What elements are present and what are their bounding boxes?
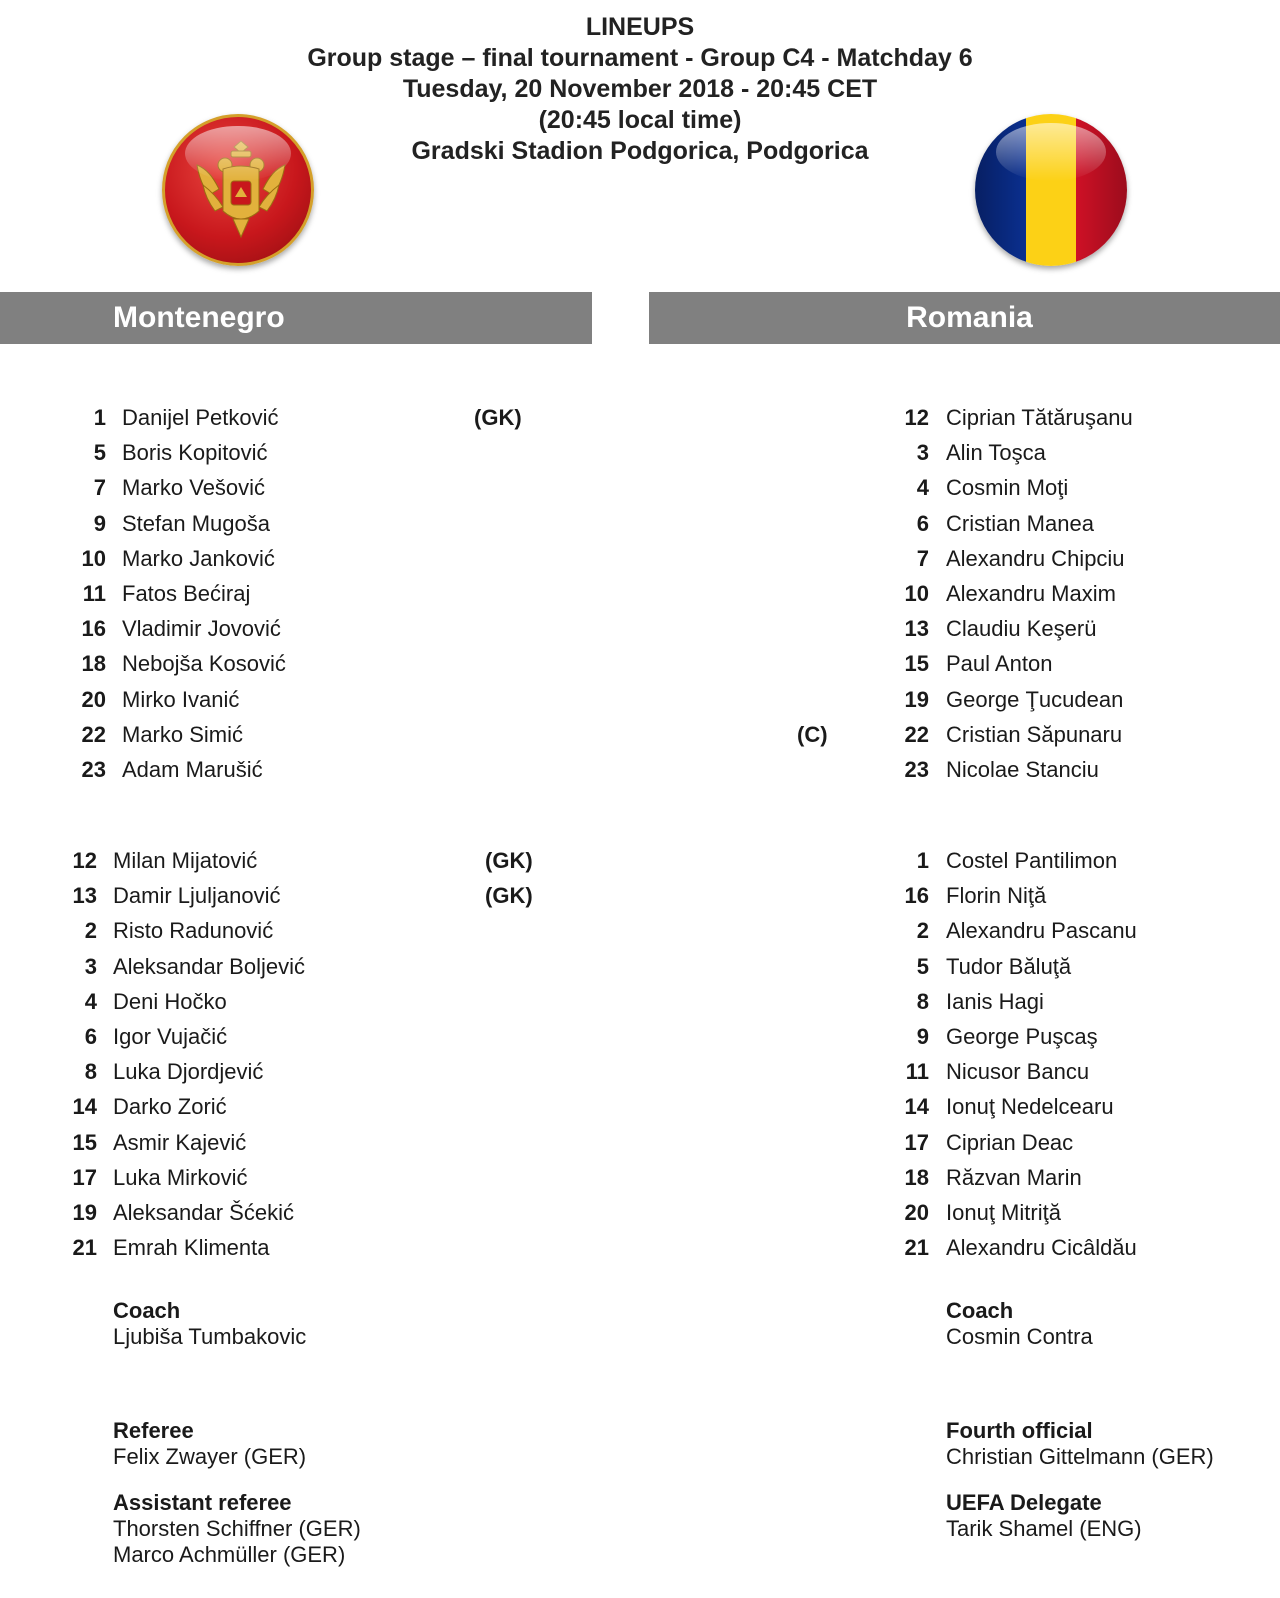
uefa-delegate-name: Tarik Shamel (ENG) (946, 1516, 1142, 1541)
home-team-bar: Montenegro (0, 292, 592, 344)
player-number: 2 (916, 918, 929, 944)
player-row (780, 400, 1280, 435)
referee-block (113, 1418, 306, 1470)
player-row (0, 1125, 620, 1160)
player-number: 8 (84, 1059, 97, 1085)
player-name: Alin Toşca (946, 440, 1046, 466)
player-row (0, 1054, 620, 1089)
player-name: Emrah Klimenta (113, 1235, 270, 1261)
player-number: 3 (84, 953, 97, 979)
player-row (0, 878, 620, 913)
player-row (780, 435, 1280, 470)
player-number: 14 (72, 1094, 97, 1120)
referee-label: Referee (113, 1418, 194, 1443)
player-row (0, 1089, 620, 1124)
player-name: Ianis Hagi (946, 988, 1044, 1014)
away-team-bar: Romania (649, 292, 1280, 344)
player-name: Vladimir Jovović (122, 616, 281, 642)
player-number: 17 (904, 1129, 929, 1155)
player-number: 15 (904, 651, 929, 677)
player-name: George Ţucudean (946, 686, 1124, 712)
player-name: Alexandru Pascanu (946, 918, 1137, 944)
player-row (780, 541, 1280, 576)
player-number: 4 (84, 988, 97, 1014)
away-starters-list (780, 400, 1280, 787)
player-number: 7 (916, 545, 929, 571)
player-row (780, 1230, 1280, 1265)
montenegro-flag-icon (162, 114, 314, 266)
home-starters-list (0, 400, 620, 787)
assistant-referee-name: Thorsten Schiffner (GER) (113, 1516, 361, 1541)
player-number: 14 (904, 1094, 929, 1120)
player-row (780, 717, 1280, 752)
player-row (0, 400, 620, 435)
player-name: Costel Pantilimon (946, 848, 1118, 873)
lineups-title: LINEUPS (585, 13, 695, 41)
player-row (780, 878, 1280, 913)
player-row (780, 1054, 1280, 1089)
player-row (0, 682, 620, 717)
player-name: Nicolae Stanciu (946, 756, 1099, 782)
player-name: Mirko Ivanić (122, 686, 240, 712)
player-row (780, 611, 1280, 646)
player-row (780, 470, 1280, 505)
player-number: 12 (904, 405, 929, 430)
player-name: Asmir Kajević (113, 1129, 247, 1155)
player-number: 7 (93, 475, 106, 501)
player-name: Deni Hočko (113, 988, 227, 1014)
player-number: 11 (905, 1059, 929, 1085)
home-coach-block (113, 1298, 306, 1350)
player-name: Răzvan Marin (946, 1164, 1082, 1190)
player-name: Nebojša Kosović (122, 651, 286, 677)
player-number: 23 (904, 756, 929, 782)
away-substitutes-list (780, 843, 1280, 1265)
player-name: Aleksandar Šćekić (113, 1199, 294, 1225)
player-name: Florin Niţă (946, 883, 1047, 909)
player-number: 21 (72, 1235, 97, 1261)
player-number: 8 (916, 988, 929, 1014)
player-name: Luka Djordjević (113, 1059, 264, 1085)
player-row (780, 984, 1280, 1019)
player-row (780, 646, 1280, 681)
player-number: 18 (904, 1164, 929, 1190)
player-number: 5 (916, 953, 929, 979)
player-name: Ionuţ Mitriţă (946, 1199, 1061, 1225)
player-name: Marko Janković (122, 545, 275, 571)
player-row (780, 576, 1280, 611)
player-name: Ionuţ Nedelcearu (946, 1094, 1114, 1120)
player-number: 17 (72, 1164, 97, 1190)
player-row (780, 1195, 1280, 1230)
player-number: 1 (93, 405, 106, 430)
player-number: 6 (84, 1023, 97, 1049)
player-row (0, 435, 620, 470)
player-name: Adam Marušić (122, 756, 263, 782)
player-number: 13 (904, 616, 929, 642)
player-number: 19 (904, 686, 929, 712)
uefa-delegate-block (946, 1490, 1142, 1542)
player-name: Stefan Mugoša (122, 510, 270, 536)
player-number: 16 (904, 883, 929, 909)
player-name: Danijel Petković (122, 405, 279, 430)
match-datetime: Tuesday, 20 November 2018 - 20:45 CET (402, 75, 878, 103)
player-name: Luka Mirković (113, 1164, 248, 1190)
home-substitutes-list (0, 843, 620, 1265)
player-row (0, 541, 620, 576)
player-name: Alexandru Cicâldău (946, 1235, 1137, 1261)
player-number: 15 (72, 1129, 97, 1155)
player-role-tag: (GK) (474, 405, 522, 430)
player-row (780, 506, 1280, 541)
local-time: (20:45 local time) (538, 106, 742, 134)
player-row (0, 984, 620, 1019)
player-row (780, 913, 1280, 948)
romania-flag-icon (975, 114, 1127, 266)
player-number: 21 (904, 1235, 929, 1261)
player-row (780, 949, 1280, 984)
player-number: 16 (81, 616, 106, 642)
away-coach-name: Cosmin Contra (946, 1324, 1093, 1349)
player-row (780, 682, 1280, 717)
player-name: Marko Vešović (122, 475, 266, 501)
player-role-tag: (GK) (485, 848, 533, 873)
player-name: Cristian Manea (946, 510, 1094, 536)
player-number: 18 (81, 651, 106, 677)
player-name: Cristian Săpunaru (946, 721, 1123, 747)
player-number: 13 (72, 883, 97, 909)
player-number: 20 (904, 1199, 929, 1225)
player-row (780, 1019, 1280, 1054)
player-number: 19 (72, 1199, 97, 1225)
player-number: 10 (904, 580, 929, 606)
home-coach-name: Ljubiša Tumbakovic (113, 1324, 307, 1349)
assistant-referee-block (113, 1490, 361, 1568)
player-row (0, 1019, 620, 1054)
player-number: 12 (72, 848, 97, 873)
flag-shine (185, 126, 290, 181)
player-row (0, 611, 620, 646)
player-row (780, 1125, 1280, 1160)
player-row (0, 843, 620, 878)
player-row (0, 470, 620, 505)
player-row (0, 646, 620, 681)
player-name: Damir Ljuljanović (113, 883, 281, 909)
coach-label: Coach (113, 1298, 181, 1323)
player-row (0, 506, 620, 541)
fourth-official-label: Fourth official (946, 1418, 1093, 1443)
player-name: Alexandru Chipciu (946, 545, 1125, 571)
player-row (0, 576, 620, 611)
player-row (0, 949, 620, 984)
player-number: 6 (916, 510, 929, 536)
player-row (780, 752, 1280, 787)
player-name: Alexandru Maxim (946, 580, 1116, 606)
player-row (0, 913, 620, 948)
player-row (780, 1089, 1280, 1124)
uefa-delegate-label: UEFA Delegate (946, 1490, 1102, 1515)
player-row (780, 843, 1280, 878)
player-number: 22 (81, 721, 106, 747)
player-number: 10 (81, 545, 106, 571)
player-name: George Puşcaş (946, 1023, 1098, 1049)
competition-stage: Group stage – final tournament - Group C4 - Matchday 6 (307, 44, 973, 72)
player-number: 9 (916, 1023, 929, 1049)
player-row (0, 1230, 620, 1265)
fourth-official-name: Christian Gittelmann (GER) (946, 1444, 1214, 1469)
player-name: Ciprian Deac (946, 1129, 1074, 1155)
player-name: Darko Zorić (113, 1094, 227, 1120)
player-name: Risto Radunović (113, 918, 274, 944)
player-name: Milan Mijatović (113, 848, 258, 873)
player-row (0, 1160, 620, 1195)
assistant-referee-name: Marco Achmüller (GER) (113, 1542, 346, 1567)
player-name: Paul Anton (946, 651, 1053, 677)
player-name: Claudiu Keşerü (946, 616, 1097, 642)
player-number: 20 (81, 686, 106, 712)
flag-shine (996, 123, 1105, 181)
assistant-referee-label: Assistant referee (113, 1490, 292, 1515)
player-number: 9 (93, 510, 106, 536)
player-number: 11 (82, 580, 106, 606)
player-row (780, 1160, 1280, 1195)
venue: Gradski Stadion Podgorica, Podgorica (411, 137, 869, 165)
player-number: 5 (93, 440, 106, 466)
referee-name: Felix Zwayer (GER) (113, 1444, 307, 1469)
fourth-official-block (946, 1418, 1214, 1470)
player-number: 4 (916, 475, 929, 501)
player-name: Cosmin Moţi (946, 475, 1069, 501)
coach-label: Coach (946, 1298, 1014, 1323)
player-name: Aleksandar Boljević (113, 953, 305, 979)
player-name: Nicusor Bancu (946, 1059, 1090, 1085)
player-role-tag: (C) (797, 721, 828, 747)
player-number: 1 (916, 848, 929, 873)
player-role-tag: (GK) (485, 883, 533, 909)
player-name: Igor Vujačić (113, 1023, 228, 1049)
player-name: Fatos Bećiraj (122, 580, 251, 606)
player-number: 23 (81, 756, 106, 782)
player-name: Tudor Băluţă (946, 953, 1072, 979)
player-number: 22 (904, 721, 929, 747)
player-number: 3 (916, 440, 929, 466)
player-row (0, 752, 620, 787)
player-row (0, 1195, 620, 1230)
player-name: Ciprian Tătăruşanu (946, 405, 1133, 430)
player-name: Boris Kopitović (122, 440, 268, 466)
player-name: Marko Simić (122, 721, 244, 747)
player-row (0, 717, 620, 752)
player-number: 2 (84, 918, 97, 944)
away-coach-block (946, 1298, 1093, 1350)
